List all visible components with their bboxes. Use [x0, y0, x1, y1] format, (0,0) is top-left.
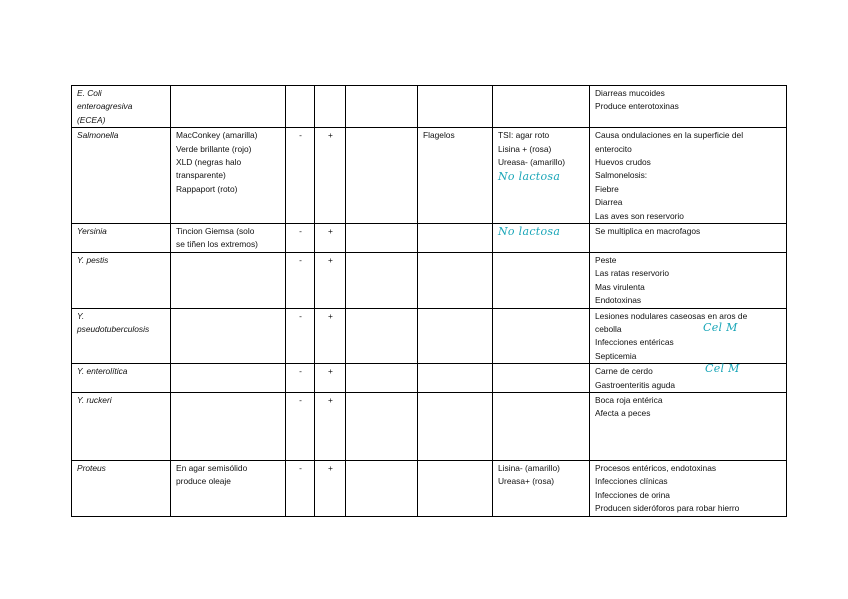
sign-cell: +	[315, 128, 346, 224]
empty-cell	[346, 224, 418, 253]
notes-cell: Se multiplica en macrofagos	[590, 224, 787, 253]
biochem-cell	[493, 224, 590, 253]
gram-cell: -	[286, 128, 315, 224]
bacteria-table	[71, 85, 787, 517]
organism-name-cell: Y. enterolítica	[72, 364, 171, 393]
organism-name-cell: Salmonella	[72, 128, 171, 224]
gram-cell: -	[286, 364, 315, 393]
organism-name-cell: Y. pestis	[72, 252, 171, 308]
table-row	[72, 308, 787, 364]
sign-cell: +	[315, 252, 346, 308]
culture-medium-cell	[171, 308, 286, 364]
organism-name-cell: E. Coli enteroagresiva (ECEA)	[72, 86, 171, 128]
table-row	[72, 460, 787, 516]
biochem-cell	[493, 392, 590, 460]
handwritten-note: Cel M	[705, 362, 740, 375]
structure-cell	[418, 460, 493, 516]
gram-cell: -	[286, 460, 315, 516]
empty-cell	[346, 460, 418, 516]
structure-cell	[418, 252, 493, 308]
notes-cell: Procesos entéricos, endotoxinas Infecciones clínicas Infecciones de orina Producen sideróforos para robar hierro	[590, 460, 787, 516]
culture-medium-cell: MacConkey (amarilla) Verde brillante (rojo) XLD (negras halo transparente) Rappaport (roto)	[171, 128, 286, 224]
culture-medium-cell: Tincion Giemsa (solo se tiñen los extremos)	[171, 224, 286, 253]
biochem-cell: Lisina- (amarillo) Ureasa+ (rosa)	[493, 460, 590, 516]
gram-cell: -	[286, 308, 315, 364]
notes-cell: Peste Las ratas reservorio Mas virulenta Endotoxinas	[590, 252, 787, 308]
structure-cell: Flagelos	[418, 128, 493, 224]
empty-cell	[346, 392, 418, 460]
structure-cell	[418, 392, 493, 460]
handwritten-note: No lactosa	[498, 170, 561, 184]
notes-cell: Causa ondulaciones en la superficie del enterocito Huevos crudos Salmonelosis: Fiebre Diarrea Las aves son reservorio	[590, 128, 787, 224]
sign-cell: +	[315, 460, 346, 516]
biochem-cell	[493, 86, 590, 128]
empty-cell	[346, 86, 418, 128]
culture-medium-cell	[171, 392, 286, 460]
gram-cell: -	[286, 252, 315, 308]
biochem-cell	[493, 308, 590, 364]
table-row	[72, 128, 787, 224]
biochem-cell: TSI: agar roto Lisina + (rosa) Ureasa- (amarillo) No lactosa	[493, 128, 590, 224]
empty-cell	[346, 364, 418, 393]
empty-cell	[346, 308, 418, 364]
handwritten-note: No lactosa	[498, 225, 561, 239]
notes-cell: Boca roja entérica Afecta a peces	[590, 392, 787, 460]
organism-name-cell: Yersinia	[72, 224, 171, 253]
table-row	[72, 252, 787, 308]
culture-medium-cell	[171, 364, 286, 393]
table-row	[72, 364, 787, 393]
table-row	[72, 86, 787, 128]
organism-name-cell: Proteus	[72, 460, 171, 516]
culture-medium-cell: En agar semisólido produce oleaje	[171, 460, 286, 516]
structure-cell	[418, 86, 493, 128]
structure-cell	[418, 364, 493, 393]
empty-cell	[346, 128, 418, 224]
handwritten-note: Cel M	[703, 321, 738, 334]
culture-medium-cell	[171, 86, 286, 128]
structure-cell	[418, 308, 493, 364]
organism-name-cell: Y. ruckeri	[72, 392, 171, 460]
biochem-cell	[493, 252, 590, 308]
biochem-cell	[493, 364, 590, 393]
culture-medium-cell	[171, 252, 286, 308]
notes-cell: Diarreas mucoides Produce enterotoxinas	[590, 86, 787, 128]
notes-cell: Carne de cerdo Gastroenteritis aguda	[590, 364, 787, 393]
gram-cell: -	[286, 224, 315, 253]
sign-cell: +	[315, 308, 346, 364]
empty-cell	[346, 252, 418, 308]
gram-cell: -	[286, 392, 315, 460]
notes-cell: Lesiones nodulares caseosas en aros de cebolla Infecciones entéricas Septicemia	[590, 308, 787, 364]
sign-cell: +	[315, 224, 346, 253]
gram-cell	[286, 86, 315, 128]
organism-name-cell: Y. pseudotuberculosis	[72, 308, 171, 364]
sign-cell: +	[315, 392, 346, 460]
table-row	[72, 392, 787, 460]
sign-cell	[315, 86, 346, 128]
structure-cell	[418, 224, 493, 253]
sign-cell: +	[315, 364, 346, 393]
table-row	[72, 224, 787, 253]
